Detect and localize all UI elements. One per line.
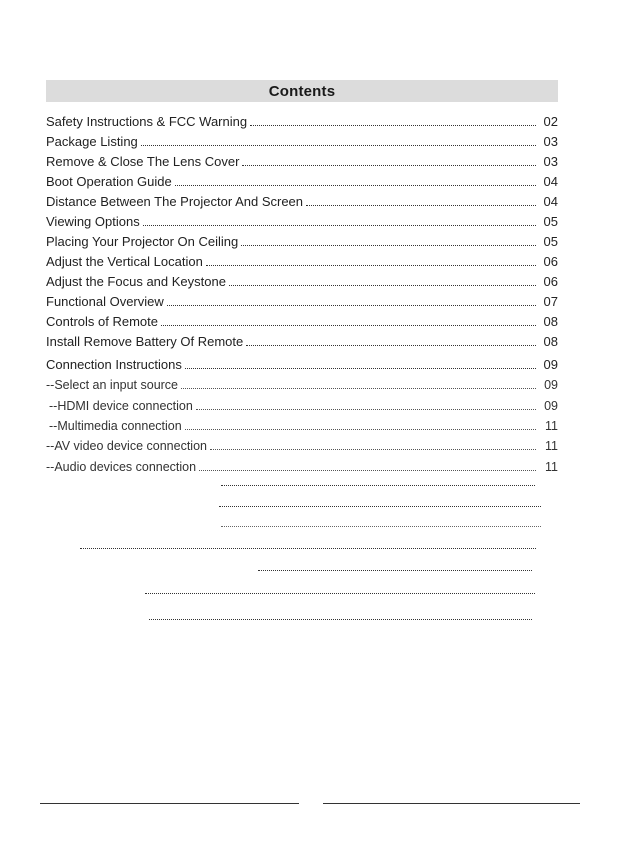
toc-entry[interactable] [46,270,558,290]
dot-leader [241,245,536,246]
toc-subentry-label: --HDMI device connection [49,399,193,413]
toc-entry-page: 02 [543,114,558,129]
toc-entry[interactable] [46,353,558,373]
dot-leader [306,205,536,206]
toc-entry-label: Viewing Options [46,214,140,229]
dot-leader [229,285,536,286]
toc-entry-label: Controls of Remote [46,314,158,329]
toc-entry-page: 05 [543,214,558,229]
toc-entry-label: Connection Instructions [46,357,182,372]
footer-rule-right [323,803,580,804]
toc-subentry-page: 09 [544,378,558,392]
toc-subentry[interactable] [46,414,558,434]
toc-entry-page: 07 [543,294,558,309]
blank-dot-leader [219,506,541,507]
toc-entry-page: 08 [543,314,558,329]
dot-leader [141,145,536,146]
toc-subentry-page: 11 [545,419,558,433]
toc-subentry-page: 09 [544,399,558,413]
toc-entry-label: Remove & Close The Lens Cover [46,154,240,169]
toc-subentry-label: --Select an input source [46,378,179,392]
toc-subentry[interactable] [46,394,558,414]
toc-subentry[interactable] [46,434,558,454]
toc-subentry[interactable] [46,373,558,393]
toc-entry-page: 03 [543,154,558,169]
toc-entry-page: 06 [543,274,558,289]
toc-entry[interactable] [46,110,558,130]
toc-entry-label: Package Listing [46,134,138,149]
dot-leader [210,449,536,450]
blank-dot-leader [221,485,535,486]
dot-leader [175,185,536,186]
toc-entry-label: Adjust the Vertical Location [46,254,203,269]
toc-entry-label: Adjust the Focus and Keystone [46,274,226,289]
toc-entry-page: 03 [543,134,558,149]
toc-entry[interactable] [46,190,558,210]
toc-entry-page: 05 [543,234,558,249]
toc-entry-label: Functional Overview [46,294,164,309]
toc-entry[interactable] [46,250,558,270]
dot-leader [199,470,536,471]
toc-entry-label: Distance Between The Projector And Screen [46,194,304,209]
dot-leader [181,388,536,389]
dot-leader [242,165,536,166]
toc-subentry[interactable] [46,455,558,475]
toc-entry-label: Placing Your Projector On Ceiling [46,234,239,249]
toc-entry-page: 04 [543,174,558,189]
toc-entry-page: 04 [543,194,558,209]
toc-subentry-page: 11 [545,460,558,474]
blank-dot-leader [145,593,535,594]
toc-entry-label: Install Remove Battery Of Remote [46,334,244,349]
page-title: Contents [268,82,336,100]
toc-entry-page: 09 [543,357,558,372]
blank-dot-leader [258,570,532,571]
dot-leader [250,125,536,126]
dot-leader [161,325,536,326]
blank-dot-leader [80,548,536,549]
dot-leader [196,409,536,410]
dot-leader [185,368,536,369]
toc-entry[interactable] [46,210,558,230]
toc-entry[interactable] [46,130,558,150]
toc-entry-label: Safety Instructions & FCC Warning [46,114,248,129]
toc-entry[interactable] [46,230,558,250]
toc-entry-page: 08 [543,334,558,349]
toc-entry-page: 06 [543,254,558,269]
toc-entry[interactable] [46,310,558,330]
dot-leader [246,345,536,346]
blank-dot-leader [149,619,532,620]
dot-leader [206,265,536,266]
toc-entry[interactable] [46,150,558,170]
toc-subentry-label: --Multimedia connection [49,419,182,433]
contents-title-bar [46,80,558,102]
dot-leader [143,225,536,226]
toc-subentry-label: --Audio devices connection [46,460,197,474]
toc-entry[interactable] [46,330,558,350]
toc-subentry-label: --AV video device connection [46,439,207,453]
toc-subentry-page: 11 [545,439,558,453]
toc-entry[interactable] [46,170,558,190]
footer-rule-left [40,803,299,804]
toc-entry-label: Boot Operation Guide [46,174,172,189]
blank-dot-leader [221,526,541,527]
toc-entry[interactable] [46,290,558,310]
dot-leader [167,305,536,306]
dot-leader [185,429,536,430]
